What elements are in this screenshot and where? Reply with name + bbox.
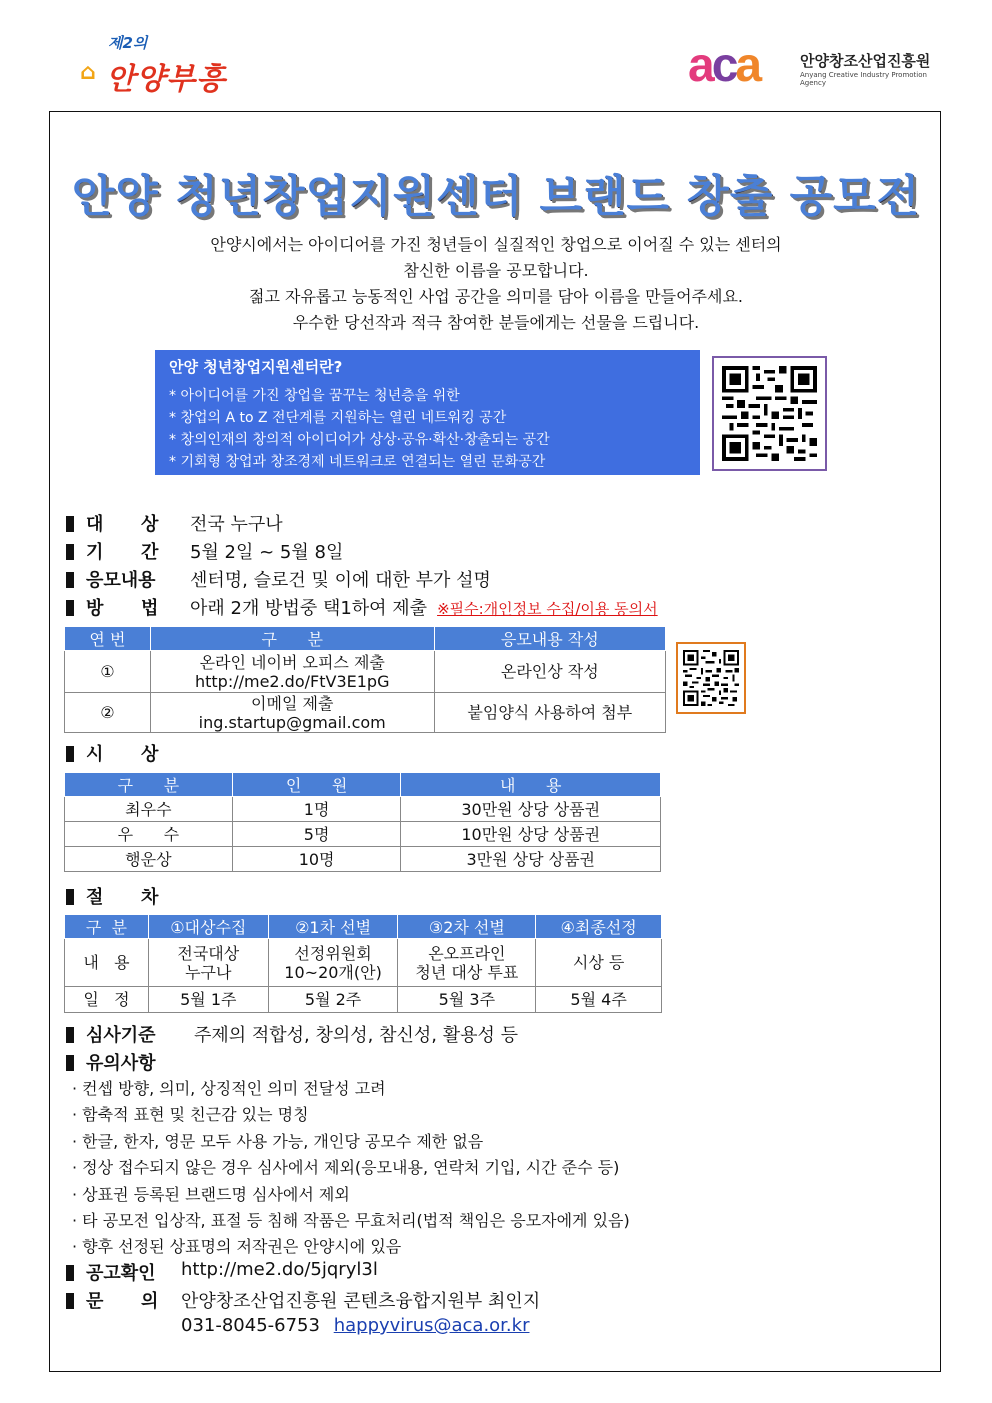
criteria-value: 주제의 적합성, 창의성, 참신성, 활용성 등 (194, 1025, 518, 1046)
table-row (65, 939, 662, 987)
about-item: * 아이디어를 가진 창업을 꿈꾸는 청년층을 위한 (169, 388, 460, 404)
aca-logo (688, 39, 948, 92)
method-email[interactable]: 이메일 제출 ing.startup@gmail.com (150, 693, 434, 733)
about-item: * 창업의 A to Z 전단계를 지원하는 열린 네트워킹 공간 (169, 410, 507, 426)
privacy-consent-note: ※필수:개인정보 수집/이용 동의서 (437, 600, 658, 618)
anyang-revival-logo (80, 30, 240, 100)
step-schedule: 5월 4주 (536, 987, 662, 1013)
process-table (64, 914, 662, 1013)
target-value: 전국 누구나 (190, 514, 283, 535)
list-item: · 컨셉 방향, 의미, 상징적인 의미 전달성 고려 (72, 1079, 386, 1098)
method-how: 온라인상 작성 (434, 651, 665, 693)
list-item: · 한글, 한자, 영문 모두 사용 가능, 개인당 공모수 제한 없음 (72, 1131, 484, 1151)
row-number: ① (65, 651, 151, 693)
about-item: * 창의인재의 창의적 아이디어가 상상·공유·확산·창출되는 공간 (169, 432, 550, 448)
content-label: 응모내용 (66, 566, 156, 592)
agency-english-name: Anyang Creative Industry Promotion Agency (800, 71, 927, 87)
about-box (155, 350, 700, 475)
step-content: 전국대상 누구나 (148, 939, 268, 987)
intro-line: 우수한 당선작과 적극 참여한 분들에게는 선물을 드립니다. (292, 313, 700, 332)
table-row (65, 797, 661, 822)
table-row (65, 651, 666, 693)
table-row (65, 693, 666, 733)
list-item: · 정상 접수되지 않은 경우 심사에서 제외(응모내용, 연락처 기입, 시간 준수 등) (72, 1158, 620, 1178)
criteria-label: 심사기준 (66, 1021, 156, 1047)
row-label: 내 용 (65, 939, 149, 987)
contact-phone: 031-8045-6753 (181, 1315, 320, 1336)
qr-code-icon[interactable] (676, 642, 746, 714)
col-header: ①대상수집 (148, 915, 268, 939)
qr-pattern (683, 649, 739, 707)
notice-link[interactable]: http://me2.do/5jqryl3l (181, 1259, 378, 1280)
method-label: 방 법 (66, 594, 158, 620)
process-label: 절 차 (66, 883, 158, 909)
list-item: · 상표권 등록된 브랜드명 심사에서 제외 (72, 1184, 350, 1204)
list-item: · 함축적 표현 및 친근감 있는 명칭 (72, 1105, 309, 1125)
col-header: 구 분 (65, 773, 233, 797)
logo-big-text: 안양부흥 (106, 62, 226, 97)
list-item: · 타 공모전 입상작, 표절 등 침해 작품은 무효처리(법적 책임은 응모자에게 있음) (72, 1211, 630, 1231)
aca-mark: aca (688, 39, 760, 92)
step-content: 온오프라인 청년 대상 투표 (398, 939, 536, 987)
contact-details (181, 1315, 529, 1336)
qr-code-icon[interactable] (712, 356, 827, 471)
about-item: * 기회형 창업과 창조경제 네트워크로 연결되는 열린 문화공간 (169, 454, 546, 470)
prize-name: 최우수 (65, 797, 233, 822)
prize-content: 10만원 상당 상품권 (401, 822, 661, 847)
row-number: ② (65, 693, 151, 733)
col-header: 구 분 (150, 627, 434, 651)
contact-value: 안양창조산업진흥원 콘텐츠융합지원부 최인지 (181, 1291, 541, 1312)
notes-label: 유의사항 (66, 1049, 156, 1075)
col-header: ③2차 선별 (398, 915, 536, 939)
prize-table (64, 772, 661, 872)
prize-count: 1명 (232, 797, 401, 822)
table-row (65, 987, 662, 1013)
notes-list (72, 1076, 630, 1261)
step-schedule: 5월 2주 (268, 987, 398, 1013)
intro-line: 젊고 자유롭고 능동적인 사업 공간을 의미를 담아 이름을 만들어주세요. (249, 287, 743, 306)
period-label: 기 간 (66, 538, 158, 564)
target-label: 대 상 (66, 510, 158, 536)
intro-line: 안양시에서는 아이디어를 가진 청년들이 실질적인 창업으로 이어질 수 있는 센터의 (210, 235, 782, 254)
qr-pattern (722, 366, 817, 461)
notice-label: 공고확인 (66, 1259, 156, 1285)
method-table (64, 626, 666, 733)
email-link[interactable]: ing.startup@gmail.com (198, 712, 386, 732)
poster-title: 안양 청년창업지원센터 브랜드 창출 공모전 (71, 171, 921, 222)
col-header: ④최종선정 (536, 915, 662, 939)
intro-line: 참신한 이름을 공모합니다. (403, 261, 589, 280)
prize-count: 10명 (232, 847, 401, 872)
row-label: 일 정 (65, 987, 149, 1013)
about-heading: 안양 청년창업지원센터란? (169, 358, 343, 376)
step-schedule: 5월 3주 (398, 987, 536, 1013)
col-header: 구 분 (65, 915, 149, 939)
content-value: 센터명, 슬로건 및 이에 대한 부가 설명 (190, 570, 491, 591)
col-header: 연 번 (65, 627, 151, 651)
col-header: 응모내용 작성 (434, 627, 665, 651)
intro-text (0, 232, 992, 336)
method-online[interactable]: 온라인 네이버 오피스 제출 http://me2.do/FtV3E1pG (150, 651, 434, 693)
contact-label: 문 의 (66, 1287, 158, 1313)
list-item: · 향후 선정된 상표명의 저작권은 안양시에 있음 (72, 1237, 402, 1257)
contact-email-link[interactable]: happyvirus@aca.or.kr (333, 1315, 530, 1336)
method-value: 아래 2개 방법중 택1하여 제출 ※필수:개인정보 수집/이용 동의서 (190, 598, 658, 619)
step-content: 선정위원회 10~20개(안) (268, 939, 398, 987)
col-header: ②1차 선별 (268, 915, 398, 939)
house-icon: ⌂ (80, 60, 96, 85)
period-value: 5월 2일 ~ 5월 8일 (190, 542, 344, 563)
prize-label: 시 상 (66, 740, 158, 766)
step-schedule: 5월 1주 (148, 987, 268, 1013)
agency-name: 안양창조산업진흥원 (800, 52, 931, 70)
prize-name: 우 수 (65, 822, 233, 847)
logo-small-text: 제2의 (108, 34, 148, 52)
prize-name: 행운상 (65, 847, 233, 872)
prize-count: 5명 (232, 822, 401, 847)
col-header: 인 원 (232, 773, 401, 797)
col-header: 내 용 (401, 773, 661, 797)
step-content: 시상 등 (536, 939, 662, 987)
online-link[interactable]: http://me2.do/FtV3E1pG (194, 671, 390, 691)
method-how: 붙임양식 사용하여 첨부 (434, 693, 665, 733)
table-row (65, 822, 661, 847)
table-row (65, 847, 661, 872)
prize-content: 3만원 상당 상품권 (401, 847, 661, 872)
prize-content: 30만원 상당 상품권 (401, 797, 661, 822)
